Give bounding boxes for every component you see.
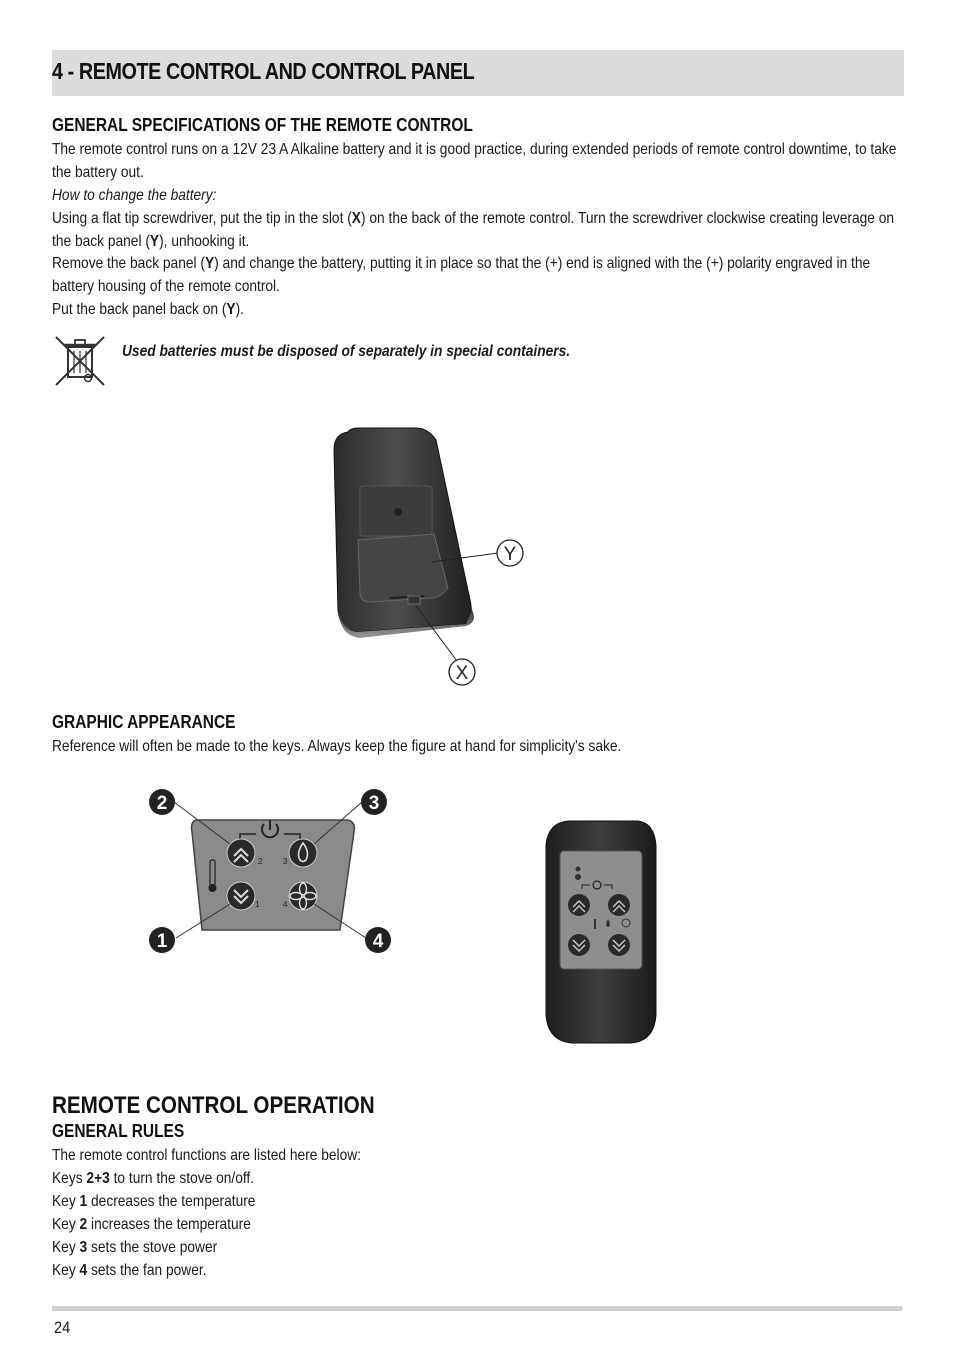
page-number: 24 (54, 1318, 71, 1337)
svg-text:X: X (455, 663, 469, 684)
specs-step2: Remove the back panel (Y) and change the battery, putting it in place so that the (+) end is aligned with the (+) polarity engraved in the battery housing of the remote control. (52, 255, 871, 295)
svg-text:1: 1 (156, 931, 168, 952)
keypad-diagram (140, 780, 400, 960)
specs-step1: Using a flat tip screwdriver, put the tip in the slot (X) on the back of the remote control. Turn the screwdriver clockwise creating leverage on the back panel (Y), unhooking it. (52, 210, 895, 250)
specs-howto: How to change the battery: (52, 187, 217, 204)
remote-front-figure (538, 815, 668, 1050)
graphic-heading: GRAPHIC APPEARANCE (52, 712, 236, 732)
rule-item: Key 1 decreases the temperature (52, 1193, 256, 1210)
specs-intro: The remote control runs on a 12V 23 A Alkaline battery and it is good practice, during extended periods of remote control downtime, to take the battery out. (52, 141, 897, 181)
operation-subheading: GENERAL RULES (52, 1121, 185, 1141)
svg-text:1: 1 (255, 900, 260, 909)
key-2-button[interactable] (227, 839, 255, 867)
svg-text:4: 4 (372, 931, 384, 952)
svg-text:3: 3 (368, 793, 380, 814)
rule-item: Keys 2+3 to turn the stove on/off. (52, 1170, 255, 1187)
svg-text:2: 2 (258, 857, 263, 866)
key-4-button[interactable] (289, 882, 317, 910)
rule-item: Key 4 sets the fan power. (52, 1262, 207, 1279)
footer-rule (52, 1306, 902, 1311)
operation-intro: The remote control functions are listed here below: (52, 1147, 361, 1164)
crossed-bin-icon (52, 333, 108, 389)
rule-item: Key 3 sets the stove power (52, 1239, 218, 1256)
svg-text:Y: Y (503, 544, 517, 565)
battery-disposal-warning: Used batteries must be disposed of separately in special containers. (122, 343, 571, 360)
specs-heading: GENERAL SPECIFICATIONS OF THE REMOTE CONTROL (52, 115, 473, 135)
svg-text:4: 4 (283, 900, 288, 909)
specs-step3: Put the back panel back on (Y). (52, 301, 244, 318)
remote-back-figure (320, 420, 540, 690)
graphic-text: Reference will often be made to the keys. Always keep the figure at hand for simplicity's sake. (52, 738, 622, 755)
svg-text:2: 2 (156, 793, 168, 814)
svg-text:3: 3 (283, 857, 288, 866)
operation-heading: REMOTE CONTROL OPERATION (52, 1092, 375, 1119)
rule-item: Key 2 increases the temperature (52, 1216, 251, 1233)
section-title: 4 - REMOTE CONTROL AND CONTROL PANEL (52, 58, 475, 84)
